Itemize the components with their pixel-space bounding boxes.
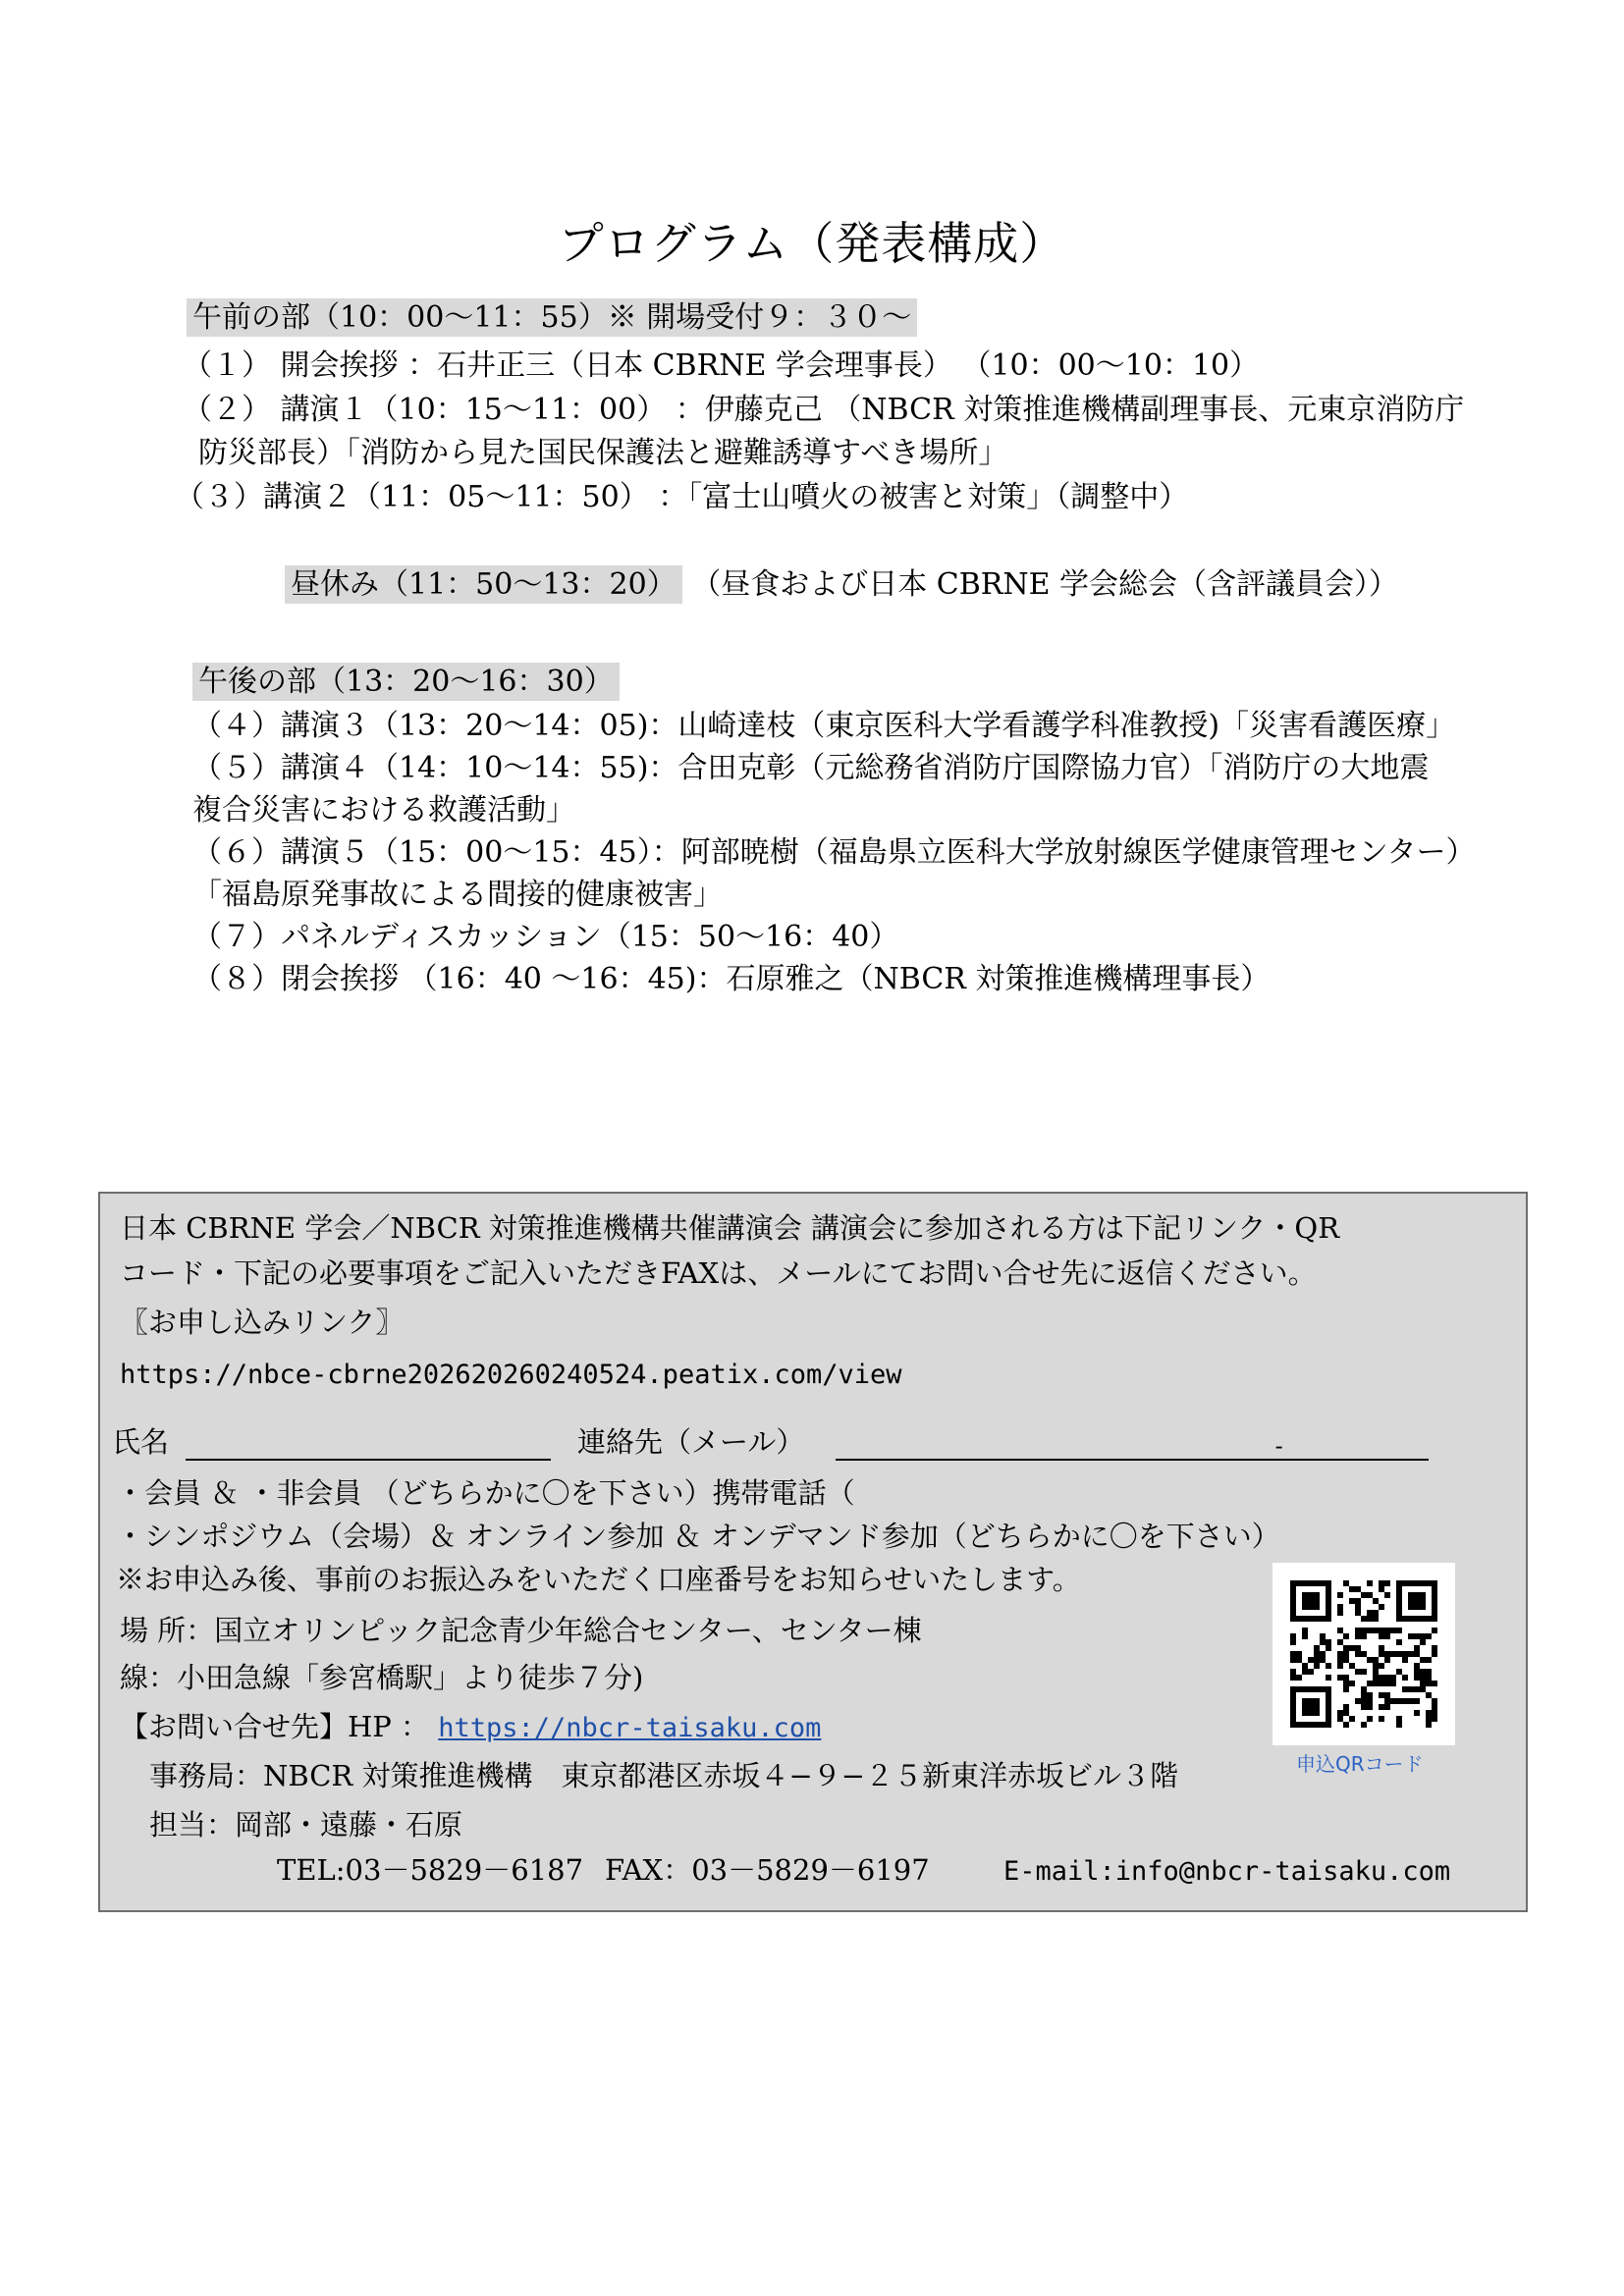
email-line: E-mail:info@nbcr-taisaku.com [1003,1856,1451,1887]
venue-line: 場 所：国立オリンピック記念青少年総合センター、センター棟 [120,1614,922,1647]
program-item-8: （８）閉会挨拶 （16：40 ～16：45)：石原雅之（NBCR 対策推進機構理事長） [192,962,1271,996]
afternoon-header-text: 午後の部（13：20～16：30） [192,663,620,701]
program-item-1: （１） 開会挨拶 ：石井正三（日本 CBRNE 学会理事長） （10：00～10：10） [183,348,1260,383]
afternoon-header [192,663,620,702]
program-item-2-cont: 防災部長）「消防から見た国民保護法と避難誘導すべき場所」 [198,436,1008,470]
intro-line-2: コード・下記の必要事項をご記入いただきFAXは、メールにてお問い合せ先に返信ください。 [120,1256,1317,1290]
inquiry-url-link[interactable]: https://nbcr-taisaku.com [438,1713,822,1743]
application-link-url[interactable]: https://nbce-cbrne202620260240524.peatix.com/view [120,1360,902,1390]
program-item-4: （４）講演３（13：20～14：05)：山崎達枝（東京医科大学看護学科准教授)「災害看護医療」 [192,709,1456,743]
tel-line: TEL:03－5829－6187 [277,1853,584,1887]
inquiry-line [120,1708,821,1747]
intro-line-1: 日本 CBRNE 学会／NBCR 対策推進機構共催講演会 講演会に参加される方は下記リンク・QR [120,1211,1340,1245]
application-link-label: 〖お申し込みリンク〗 [120,1306,405,1339]
program-item-5: （５）講演４（14：10～14：55)：合田克彰（元総務省消防庁国際協力官）「消防庁の大地震 [192,751,1430,785]
program-item-6-cont: 「福島原発事故による間接的健康被害」 [192,878,723,912]
program-item-7: （７）パネルディスカッション（15：50～16：40） [192,920,899,954]
fax-line: FAX：03－5829－6197 [605,1853,930,1887]
member-select-line[interactable]: ・会員 ＆ ・非会員 （どちらかに〇を下さい）携帯電話（ [116,1476,855,1510]
name-field[interactable] [112,1423,551,1461]
qr-caption: 申込QRコード [1296,1752,1424,1776]
payment-notice: ※お申込み後、事前のお振込みをいただく口座番号をお知らせいたします。 [116,1563,1081,1596]
registration-box [98,1192,1528,1912]
program-item-5-cont: 複合災害における救護活動」 [192,793,575,828]
page-title: プログラム（発表構成） [558,217,1066,270]
staff-line: 担当：岡部・遠藤・石原 [149,1808,463,1842]
contact-label: 連絡先（メール） [577,1425,805,1459]
contact-input-line[interactable] [836,1429,1429,1461]
access-line: 線：小田急線「参宮橋駅」より徒歩７分) [120,1661,644,1694]
contact-dash: - [1274,1432,1283,1460]
morning-header [187,298,917,338]
morning-header-text: 午前の部（10：00～11：55）※ 開場受付９：３０～ [187,298,917,337]
participation-select-line[interactable]: ・シンポジウム（会場）＆ オンライン参加 ＆ オンデマンド参加（どちらかに〇を下さい） [116,1520,1280,1553]
office-line: 事務局：NBCR 対策推進機構 東京都港区赤坂４−９−２５新東洋赤坂ビル３階 [149,1759,1179,1792]
lunch-break-note: （昼食および日本 CBRNE 学会総会（含評議員会）） [691,567,1399,602]
name-input-line[interactable] [186,1429,551,1461]
lunch-break [285,565,1398,605]
lunch-break-label: 昼休み（11：50～13：20） [285,565,682,604]
qr-code-icon[interactable] [1272,1563,1455,1745]
contact-field[interactable] [577,1423,1429,1461]
inquiry-label: 【お問い合せ先】HP ： [120,1710,430,1743]
program-item-6: （６）講演５（15：00～15：45）：阿部暁樹（福島県立医科大学放射線医学健康管理センター） [192,835,1476,870]
qr-code-graphic [1272,1563,1455,1745]
program-item-3: （３）講演２（11：05～11：50） ：「富士山噴火の被害と対策」（調整中） [175,480,1189,514]
name-label: 氏名 [112,1425,170,1459]
program-item-2: （２） 講演１（10：15～11：00） ：伊藤克己 （NBCR 対策推進機構副理事長、元東京消防庁 [183,393,1465,427]
